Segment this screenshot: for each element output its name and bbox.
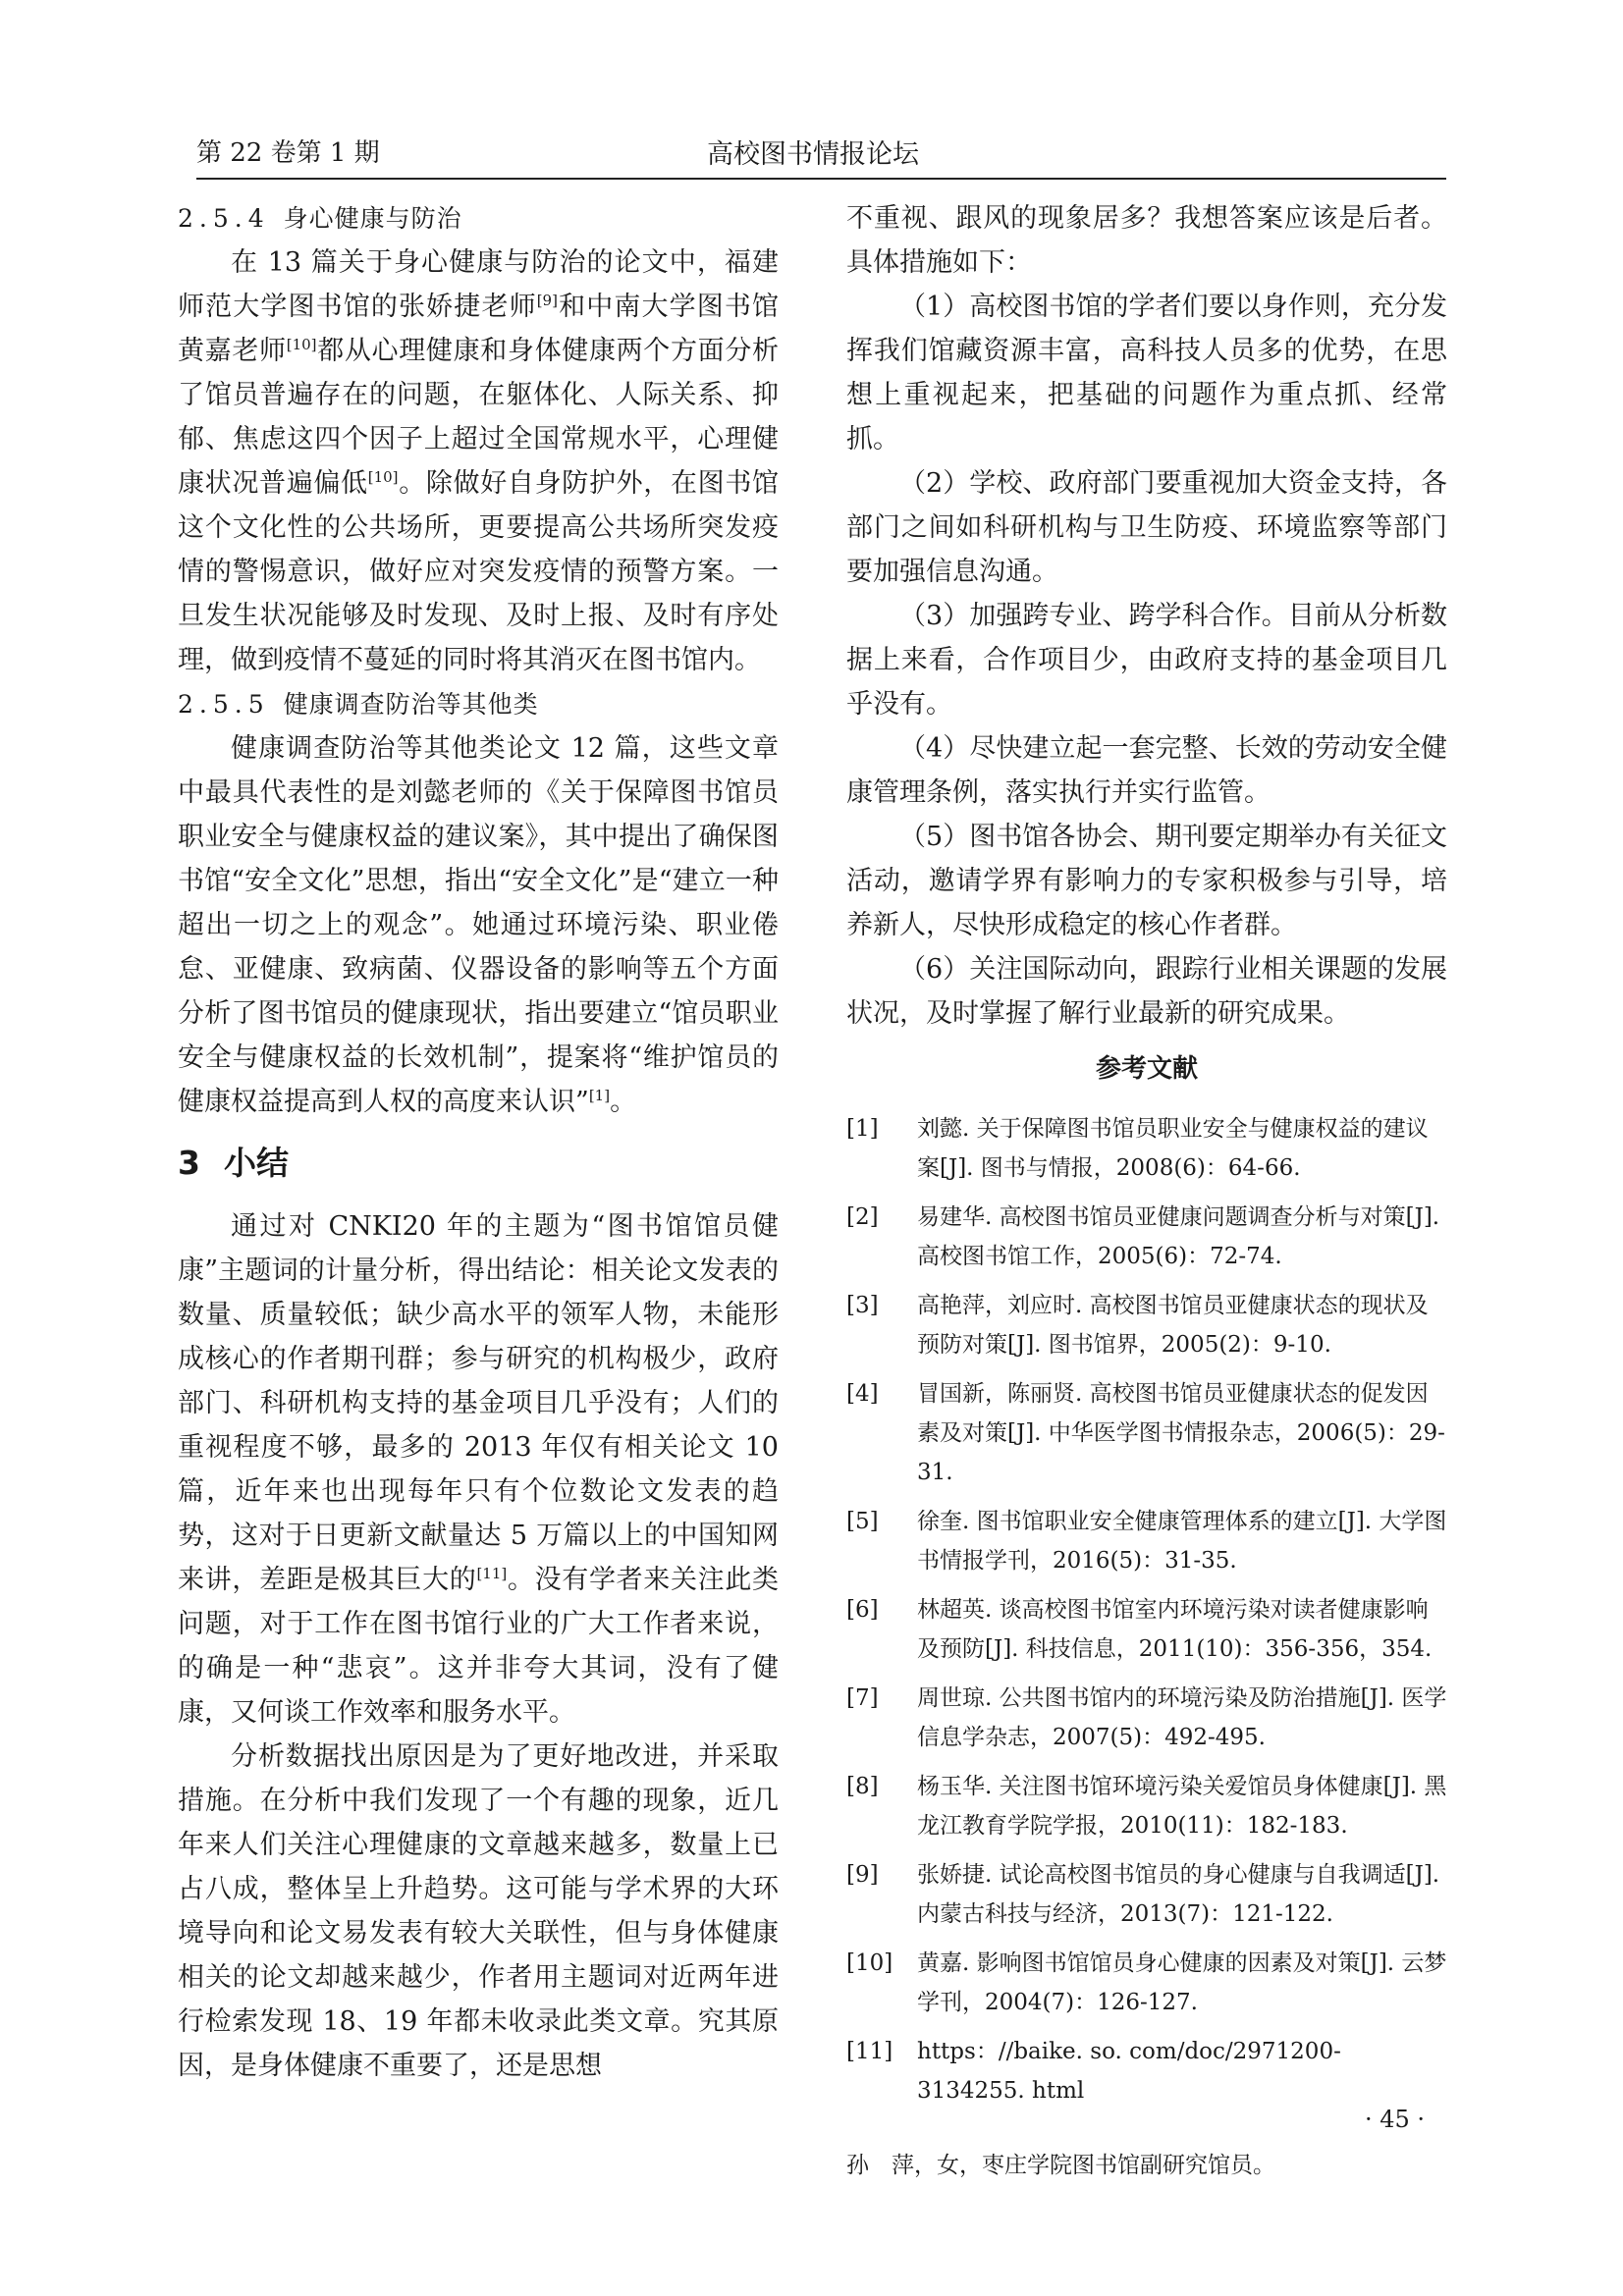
journal-name: 高校图书情报论坛	[707, 139, 919, 170]
reference-number: [2]	[846, 1204, 879, 1230]
text-run: 通过对 CNKI20 年的主题为“图书馆馆员健康”主题词的计量分析，得出结论：相关论文发表的数量、质量较低；缺少高水平的领军人物，未能形成核心的作者期刊群；参与研究的机构极少，政府部门、科研机构支持的基金项目几乎没有；人们的重视程度不够，最多的 2013 年仅有相关论文 10 篇，近年来也出现每年只有个位数论文发表的趋势，这对于日更新文献量达 5 万篇以上的中国知网来讲，差距是极其巨大的	[178, 1211, 779, 1595]
reference-item	[846, 1855, 1447, 1934]
section-title: 身心健康与防治	[283, 204, 462, 233]
reference-item	[846, 1590, 1447, 1669]
text-run: 健康调查防治等其他类论文 12 篇，这些文章中最具代表性的是刘懿老师的《关于保障图书馆员职业安全与健康权益的建议案》，其中提出了确保图书馆“安全文化”思想，指出“安全文化”是“建立一种超出一切之上的观念”。她通过环境污染、职业倦怠、亚健康、致病菌、仪器设备的影响等五个方面分析了图书馆员的健康现状，指出要建立“馆员职业安全与健康权益的长效机制”，提案将“维护馆员的健康权益提高到人权的高度来认识”	[178, 733, 779, 1117]
reference-number: [1]	[846, 1116, 879, 1142]
reference-item	[846, 2032, 1447, 2110]
reference-item	[846, 1286, 1447, 1364]
left-column	[178, 196, 779, 2088]
reference-number: [10]	[846, 1950, 893, 1976]
section-heading-2-5-5	[178, 682, 779, 726]
author-note: 孙 萍，女，枣庄学院图书馆副研究馆员。	[846, 2153, 1275, 2178]
reference-text: 冒国新，陈丽贤. 高校图书馆员亚健康状态的促发因素及对策[J]. 中华医学图书情报杂志，2006(5)：29-31.	[917, 1381, 1445, 1485]
section-number: 2.5.5	[178, 690, 270, 719]
text-run: 都从心理健康和身体健康两个方面分析了馆员普遍存在的问题，在躯体化、人际关系、抑郁、焦虑这四个因子上超过全国常规水平，心理健康状况普遍偏低	[178, 336, 780, 499]
reference-number: [5]	[846, 1509, 879, 1534]
reference-item	[846, 1679, 1447, 1757]
references-heading: 参考文献	[1095, 1054, 1198, 1084]
paragraph	[178, 240, 779, 682]
text-run: 。	[610, 1087, 637, 1117]
reference-number: [9]	[846, 1862, 879, 1888]
reference-text: 刘懿. 关于保障图书馆员职业安全与健康权益的建议案[J]. 图书与情报，2008(6)：64-66.	[917, 1116, 1429, 1181]
reference-number: [11]	[846, 2039, 893, 2064]
citation: [10]	[367, 468, 399, 486]
section-title: 小结	[223, 1144, 289, 1182]
reference-text: https：//baike. so. com/doc/2971200-3134255. html	[917, 2039, 1341, 2104]
reference-item	[846, 1767, 1447, 1845]
right-column	[846, 196, 1447, 2188]
paragraph	[178, 726, 779, 1124]
citation: [10]	[286, 336, 317, 353]
measure-item: （2）学校、政府部门要重视加大资金支持，各部门之间如科研机构与卫生防疫、环境监察等部门要加强信息沟通。	[846, 468, 1447, 587]
measure-item: （5）图书馆各协会、期刊要定期举办有关征文活动，邀请学界有影响力的专家积极参与引导，培养新人，尽快形成稳定的核心作者群。	[846, 822, 1447, 940]
measure-item: （6）关注国际动向，跟踪行业相关课题的发展状况，及时掌握了解行业最新的研究成果。	[846, 954, 1447, 1029]
text-run: 。没有学者来关注此类问题，对于工作在图书馆行业的广大工作者来说，的确是一种“悲哀”。这并非夸大其词，没有了健康，又何谈工作效率和服务水平。	[178, 1565, 780, 1728]
page-number: · 45 ·	[1364, 2106, 1425, 2133]
reference-text: 易建华. 高校图书馆员亚健康问题调查分析与对策[J]. 高校图书馆工作，2005(6)：72-74.	[917, 1204, 1440, 1269]
measure-item: （1）高校图书馆的学者们要以身作则，充分发挥我们馆藏资源丰富，高科技人员多的优势，在思想上重视起来，把基础的问题作为重点抓、经常抓。	[846, 292, 1447, 454]
measure-item: （3）加强跨专业、跨学科合作。目前从分析数据上来看，合作项目少，由政府支持的基金项目几乎没有。	[846, 601, 1447, 720]
reference-item	[846, 1198, 1447, 1276]
running-header	[196, 133, 1446, 180]
reference-text: 黄嘉. 影响图书馆馆员身心健康的因素及对策[J]. 云梦学刊，2004(7)：126-127.	[917, 1950, 1447, 2015]
section-heading-3	[178, 1138, 779, 1189]
reference-item	[846, 1502, 1447, 1580]
section-title: 健康调查防治等其他类	[283, 690, 539, 719]
reference-text: 张娇捷. 试论高校图书馆员的身心健康与自我调适[J]. 内蒙古科技与经济，2013(7)：121-122.	[917, 1862, 1440, 1927]
section-heading-2-5-4	[178, 196, 779, 240]
reference-number: [6]	[846, 1597, 879, 1623]
paragraph: 分析数据找出原因是为了更好地改进，并采取措施。在分析中我们发现了一个有趣的现象，近几年来人们关注心理健康的文章越来越多，数量上已占八成，整体呈上升趋势。这可能与学术界的大环境导向和论文易发表有较大关联性，但与身体健康相关的论文却越来越少，作者用主题词对近两年进行检索发现 18、19 年都未收录此类文章。究其原因，是身体健康不重要了，还是思想	[178, 1741, 779, 2081]
reference-list	[846, 1109, 1447, 2110]
section-number: 2.5.4	[178, 204, 270, 233]
reference-text: 林超英. 谈高校图书馆室内环境污染对读者健康影响及预防[J]. 科技信息，2011(10)：356-356，354.	[917, 1597, 1433, 1662]
reference-item	[846, 1374, 1447, 1492]
paragraph: 不重视、跟风的现象居多？我想答案应该是后者。具体措施如下：	[846, 203, 1447, 278]
reference-item	[846, 1944, 1447, 2022]
journal-issue: 第 22 卷第 1 期	[196, 138, 380, 168]
measure-item: （4）尽快建立起一套完整、长效的劳动安全健康管理条例，落实执行并实行监管。	[846, 733, 1447, 808]
reference-text: 高艳萍，刘应时. 高校图书馆员亚健康状态的现状及预防对策[J]. 图书馆界，2005(2)：9-10.	[917, 1293, 1429, 1358]
reference-item	[846, 1109, 1447, 1188]
reference-number: [8]	[846, 1774, 879, 1799]
reference-text: 杨玉华. 关注图书馆环境污染关爱馆员身体健康[J]. 黑龙江教育学院学报，2010(11)：182-183.	[917, 1774, 1447, 1839]
text-run: 和中南大学图书馆黄嘉老师	[178, 292, 780, 366]
citation: [9]	[536, 292, 558, 309]
text-run: 。除做好自身防护外，在图书馆这个文化性的公共场所，更要提高公共场所突发疫情的警惕意识，做好应对突发疫情的预警方案。一旦发生状况能够及时发现、及时上报、及时有序处理，做到疫情不蔓延的同时将其消灭在图书馆内。	[178, 468, 779, 675]
citation: [1]	[588, 1087, 611, 1104]
paragraph	[178, 1204, 779, 1735]
citation: [11]	[476, 1565, 508, 1582]
reference-text: 周世琼. 公共图书馆内的环境污染及防治措施[J]. 医学信息学杂志，2007(5)：492-495.	[917, 1685, 1447, 1750]
text-run: 在 13 篇关于身心健康与防治的论文中，福建师范大学图书馆的张娇捷老师	[178, 247, 779, 322]
section-number: 3	[178, 1144, 200, 1182]
reference-number: [4]	[846, 1381, 879, 1407]
reference-number: [7]	[846, 1685, 879, 1711]
reference-number: [3]	[846, 1293, 879, 1318]
reference-text: 徐奎. 图书馆职业安全健康管理体系的建立[J]. 大学图书情报学刊，2016(5)：31-35.	[917, 1509, 1447, 1574]
